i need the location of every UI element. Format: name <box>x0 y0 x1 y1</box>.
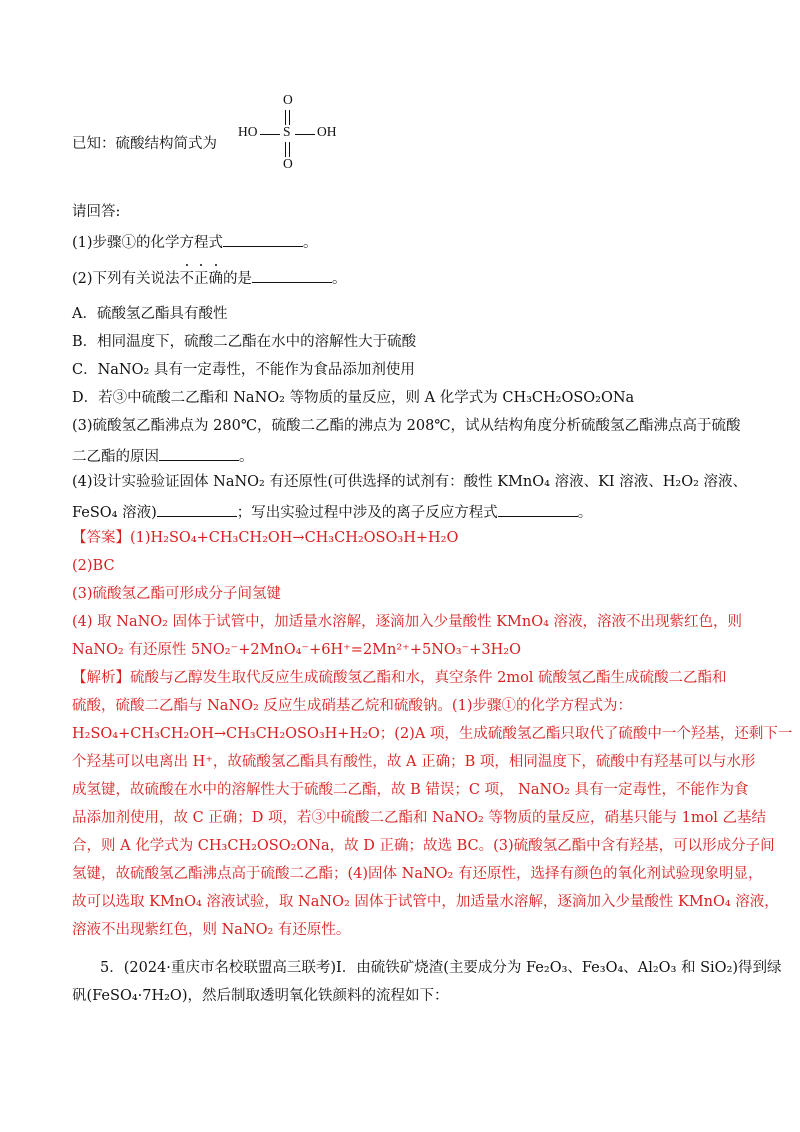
emphasis-char-1: 不 <box>180 271 195 287</box>
answer-4-line-2: NaNO₂ 有还原性 5NO₂⁻+2MnO₄⁻+6H⁺=2Mn²⁺+5NO₃⁻+3H₂O <box>72 642 521 658</box>
emphasis-char-3: 确 <box>209 271 224 287</box>
analysis-line-9: 故可以选取 KMnO₄ 溶液试验，取 NaNO₂ 固体于试管中，加适量水溶解，逐滴加入少量酸性 KMnO₄ 溶液， <box>72 894 779 910</box>
question-2-prefix: (2)下列有关说法 <box>72 271 180 287</box>
structure-sulfur: S <box>283 124 291 139</box>
question-4-line-1: (4)设计实验验证固体 NaNO₂ 有还原性(可供选择的试剂有：酸性 KMnO₄ 溶液、KI 溶液、H₂O₂ 溶液、 <box>72 474 748 490</box>
question-4-end: 。 <box>577 505 593 521</box>
sulfuric-acid-structure <box>238 92 348 174</box>
double-bond-bottom <box>285 142 290 157</box>
analysis-tag: 【解析】 <box>72 670 130 686</box>
question-3-text: 二乙酯的原因 <box>72 449 159 465</box>
single-bond-right <box>295 134 315 135</box>
intro-label: 已知：硫酸结构简式为 <box>72 136 217 152</box>
question-4-text-b: ；写出实验过程中涉及的离子反应方程式 <box>236 505 498 521</box>
answer-line-1 <box>72 528 732 548</box>
analysis-line-10: 溶液不出现紫红色，则 NaNO₂ 有还原性。 <box>72 922 351 938</box>
analysis-line-7: 合，则 A 化学式为 CH₃CH₂OSO₂ONa，故 D 正确；故选 BC。(3)硫酸氢乙酯中含有羟基，可以形成分子间 <box>72 838 775 854</box>
answer-tag: 【答案】 <box>72 530 130 546</box>
option-d: D．若③中硫酸二乙酯和 NaNO₂ 等物质的量反应，则 A 化学式为 CH₃CH₂OSO₂ONa <box>72 390 635 406</box>
option-b: B．相同温度下，硫酸二乙酯在水中的溶解性大于硫酸 <box>72 334 417 350</box>
analysis-line-1 <box>72 668 732 688</box>
analysis-line-3: H₂SO₄+CH₃CH₂OH→CH₃CH₂OSO₃H+H₂O；(2)A 项，生成硫酸氢乙酯只取代了硫酸中一个羟基，还剩下一 <box>72 726 793 742</box>
question-2-suffix: 的是 <box>223 271 253 287</box>
analysis-line-6: 品添加剂使用，故 C 正确；D 项，若③中硫酸二乙酯和 NaNO₂ 等物质的量反应，硝基只能与 1mol 乙基结 <box>72 810 767 826</box>
answer-blank-2 <box>252 266 332 283</box>
analysis-line-4: 个羟基可以电离出 H⁺，故硫酸氢乙酯具有酸性，故 A 正确；B 项，相同温度下，硫酸中有羟基可以与水形 <box>72 754 756 770</box>
question-2 <box>72 266 732 289</box>
answer-1: (1)H₂SO₄+CH₃CH₂OH→CH₃CH₂OSO₃H+H₂O <box>130 530 459 546</box>
analysis-line-5: 成氢键，故硫酸在水中的溶解性大于硫酸二乙酯，故 B 错误；C 项， NaNO₂ 具有一定毒性，不能作为食 <box>72 782 749 798</box>
emphasis-char-2: 正 <box>194 271 209 287</box>
question-4-text-a: FeSO₄ 溶液) <box>72 505 157 521</box>
analysis-text-1: 硫酸与乙醇发生取代反应生成硫酸氢乙酯和水，真空条件 2mol 硫酸氢乙酯生成硫酸二乙酯和 <box>130 670 727 686</box>
answer-2: (2)BC <box>72 558 115 574</box>
answer-blank-3 <box>159 444 239 461</box>
answer-3: (3)硫酸氢乙酯可形成分子间氢键 <box>72 586 282 602</box>
question-1-end: 。 <box>303 235 318 251</box>
answer-blank-4b <box>498 500 578 517</box>
answer-4-line-1: (4) 取 NaNO₂ 固体于试管中，加适量水溶解，逐滴加入少量酸性 KMnO₄ 溶液，溶液不出现紫红色，则 <box>72 614 743 630</box>
question-4-line-2 <box>72 500 732 523</box>
double-bond-top <box>285 110 290 125</box>
analysis-line-2: 硫酸，硫酸二乙酯与 NaNO₂ 反应生成硝基乙烷和硫酸钠。(1)步骤①的化学方程式为： <box>72 698 632 714</box>
answer-blank-1 <box>223 230 303 247</box>
question-1-text: (1)步骤①的化学方程式 <box>72 235 224 251</box>
question-3-end: 。 <box>239 449 254 465</box>
question-1 <box>72 230 732 253</box>
question-5-line-2: 矾(FeSO₄·7H₂O)，然后制取透明氧化铁颜料的流程如下： <box>72 988 449 1004</box>
option-c: C．NaNO₂ 具有一定毒性，不能作为食品添加剂使用 <box>72 362 415 378</box>
question-3-line-2 <box>72 444 732 467</box>
single-bond-left <box>260 134 280 135</box>
answer-blank-4a <box>157 500 237 517</box>
question-3-line-1: (3)硫酸氢乙酯沸点为 280℃，硫酸二乙酯的沸点为 208℃，试从结构角度分析硫酸氢乙酯沸点高于硫酸 <box>72 418 741 434</box>
analysis-line-8: 氢键，故硫酸氢乙酯沸点高于硫酸二乙酯；(4)固体 NaNO₂ 有还原性，选择有颜色的氧化剂试验现象明显， <box>72 866 763 882</box>
structure-top-oxygen: O <box>283 92 293 107</box>
question-5-line-1: 5．(2024·重庆市名校联盟高三联考)Ⅰ．由硫铁矿烧渣(主要成分为 Fe₂O₃、Fe₃O₄、Al₂O₃ 和 SiO₂)得到绿 <box>100 960 782 976</box>
structure-bottom-oxygen: O <box>283 156 293 171</box>
question-2-end: 。 <box>332 271 347 287</box>
structure-left-hydroxyl: HO <box>238 124 258 139</box>
prompt: 请回答: <box>72 204 121 220</box>
option-a: A．硫酸氢乙酯具有酸性 <box>72 306 228 322</box>
structure-right-hydroxyl: OH <box>317 124 337 139</box>
